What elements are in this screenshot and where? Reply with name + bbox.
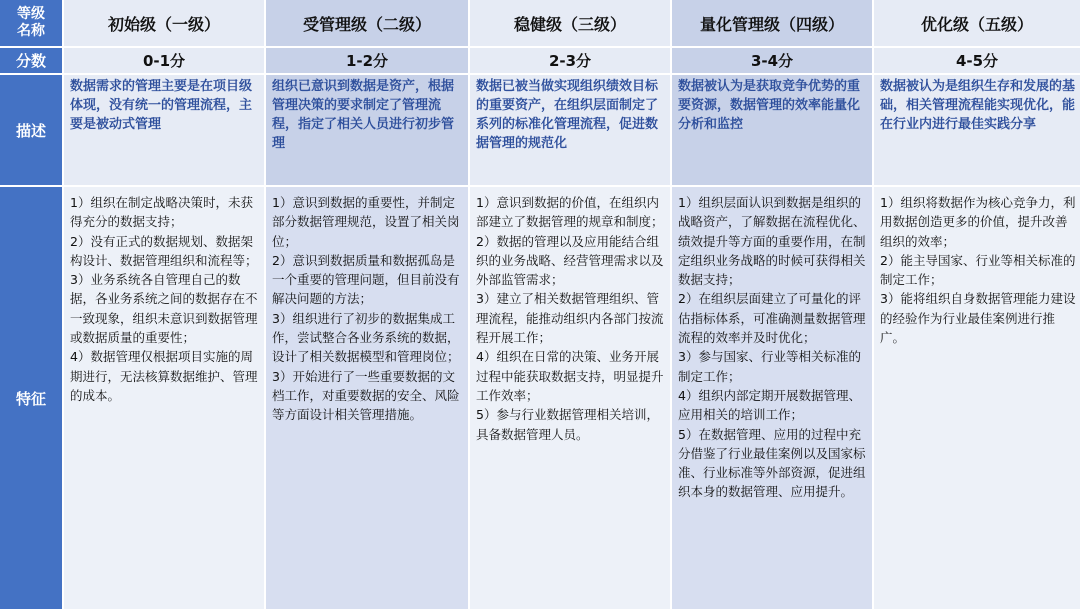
feature-item: 2）在组织层面建立了可量化的评估指标体系，可准确测量数据管理流程的效率并及时优化；: [678, 291, 866, 346]
level-5-description: 数据被认为是组织生存和发展的基础，相关管理流程能实现优化，能在行业内进行最佳实践分享: [874, 75, 1080, 185]
feature-item: 3）组织进行了初步的数据集成工作，尝试整合各业务系统的数据，设计了相关数据模型和管理岗位；: [272, 310, 460, 365]
level-3-score: 2-3分: [470, 48, 670, 73]
feature-item: 2）没有正式的数据规划、数据架构设计、数据管理组织和流程等；: [70, 233, 258, 268]
feature-item: 4）数据管理仅根据项目实施的周期进行，无法核算数据维护、管理的成本。: [70, 349, 258, 403]
level-4-score: 3-4分: [672, 48, 872, 73]
level-4-features: [672, 187, 872, 609]
feature-item: 3）业务系统各自管理自己的数据，各业务系统之间的数据存在不一致现象，组织未意识到数据管理或数据质量的重要性；: [70, 272, 258, 346]
feature-item: 5）在数据管理、应用的过程中充分借鉴了行业最佳案例以及国家标准、行业标准等外部资源，促进组织本身的数据管理、应用提升。: [678, 426, 866, 500]
feature-item: 1）意识到数据的价值，在组织内部建立了数据管理的规章和制度；: [476, 195, 664, 230]
level-3-features: [470, 187, 670, 609]
feature-item: 3）开始进行了一些重要数据的文档工作，对重要数据的安全、风险等方面设计相关管理措施。: [272, 368, 460, 423]
level-4-name: 量化管理级（四级）: [672, 0, 872, 46]
feature-item: 5）参与行业数据管理相关培训，具备数据管理人员。: [476, 407, 659, 442]
level-1-score: 0-1分: [64, 48, 264, 73]
row-label-level: 等级 名称: [0, 0, 62, 46]
feature-item: 1）意识到数据的重要性，并制定部分数据管理规范，设置了相关岗位；: [272, 195, 460, 249]
row-label-features: 特征: [0, 187, 62, 609]
level-5-score: 4-5分: [874, 48, 1080, 73]
level-2-features: [266, 187, 468, 609]
feature-item: 3）参与国家、行业等相关标准的制定工作；: [678, 349, 861, 384]
feature-item: 3）能将组织自身数据管理能力建设的经验作为行业最佳案例进行推广。: [880, 291, 1076, 346]
feature-item: 1）组织在制定战略决策时，未获得充分的数据支持；: [70, 195, 253, 230]
feature-item: 2）能主导国家、行业等相关标准的制定工作；: [880, 252, 1076, 288]
level-3-name: 稳健级（三级）: [470, 0, 670, 46]
level-4-description: 数据被认为是获取竞争优势的重要资源，数据管理的效率能量化分析和监控: [672, 75, 872, 185]
feature-item: 4）组织内部定期开展数据管理、应用相关的培训工作；: [678, 387, 861, 423]
feature-item: 1）组织层面认识到数据是组织的战略资产，了解数据在流程优化、绩效提升等方面的重要作用，在制定组织业务战略的时候可获得相关数据支持；: [678, 195, 866, 288]
level-1-features: [64, 187, 264, 609]
feature-item: 1）组织将数据作为核心竞争力，利用数据创造更多的价值，提升改善组织的效率；: [880, 195, 1076, 249]
feature-item: 2）意识到数据质量和数据孤岛是一个重要的管理问题，但目前没有解决问题的方法；: [272, 252, 460, 307]
level-1-name: 初始级（一级）: [64, 0, 264, 46]
level-2-name: 受管理级（二级）: [266, 0, 468, 46]
level-5-name: 优化级（五级）: [874, 0, 1080, 46]
level-2-score: 1-2分: [266, 48, 468, 73]
feature-item: 2）数据的管理以及应用能结合组织的业务战略、经营管理需求以及外部监管需求；: [476, 233, 664, 288]
row-label-description: 描述: [0, 75, 62, 185]
feature-item: 4）组织在日常的决策、业务开展过程中能获取数据支持，明显提升工作效率；: [476, 349, 664, 403]
level-5-features: [874, 187, 1080, 609]
feature-item: 3）建立了相关数据管理组织、管理流程，能推动组织内各部门按流程开展工作；: [476, 291, 664, 346]
row-label-score: 分数: [0, 48, 62, 73]
level-3-description: 数据已被当做实现组织绩效目标的重要资产，在组织层面制定了系列的标准化管理流程，促进数据管理的规范化: [470, 75, 670, 185]
level-2-description: 组织已意识到数据是资产，根据管理决策的要求制定了管理流程，指定了相关人员进行初步管理: [266, 75, 468, 185]
level-1-description: 数据需求的管理主要是在项目级体现，没有统一的管理流程，主要是被动式管理: [64, 75, 264, 185]
